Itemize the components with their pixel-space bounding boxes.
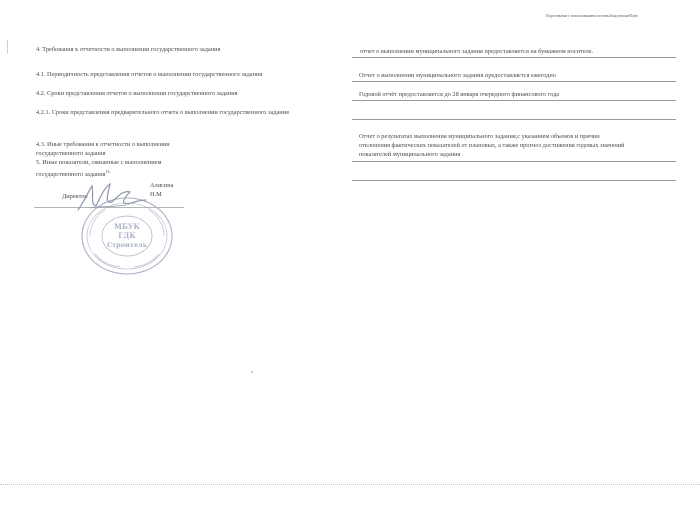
item-4-1-label: 4.1. Периодичность представления отчетов о выполнении государственного задания <box>36 71 263 78</box>
scan-dust <box>251 371 253 373</box>
seal-center-line1: МБУК <box>114 222 140 231</box>
item-4-2-label: 4.2. Сроки представления отчетов о выполнении государственного задания <box>36 90 238 97</box>
source-note: Подготовлено с использованием системы КонсультантПлюс <box>546 14 639 18</box>
signer-role: Директор <box>62 193 88 200</box>
handwritten-signature <box>70 180 150 216</box>
answer-4-1-rule <box>352 81 676 82</box>
seal-center-line2: ГДК <box>118 231 136 240</box>
answer-4-2-rule <box>352 100 676 101</box>
seal-center-line3: Строитель <box>106 241 148 249</box>
item-5-line1: 5. Иные показатели, связанные с выполнением <box>36 159 162 166</box>
binding-mark <box>7 40 8 54</box>
signer-name-line1: Алисина <box>150 182 174 189</box>
answer-4: отчет о выполнении муниципального задания предоставляется на бумажном носителе. <box>360 48 594 55</box>
item-4-3-line1: 4.3. Иные требования к отчетности о выполнении <box>36 141 170 148</box>
answer-4-3-line2: отклонения фактических показателей от плановых, а также прогноз достижения годовых значений <box>359 142 625 149</box>
answer-4-3-line1: Отчет о результатах выполнения муниципального задания,с указанием объемов и причин <box>359 133 600 140</box>
signer-name-line2: Н.М <box>150 191 162 198</box>
answer-4-2: Годовой отчёт предоставляется до 28 января очередного финансового года <box>359 91 560 98</box>
answer-4-3-line3: показателей муниципального задания <box>359 151 461 158</box>
answer-4-2-1-rule <box>352 119 676 120</box>
footnote-16: 16 <box>105 169 110 174</box>
section-4-title: 4. Требования к отчетности о выполнении государственного задания <box>36 46 221 53</box>
answer-5-rule <box>352 180 676 181</box>
answer-4-3-rule <box>352 161 676 162</box>
item-5-line2-text: государственного задания <box>36 171 106 179</box>
item-4-3-line2: государственного задания <box>36 150 106 157</box>
scan-bottom-edge <box>0 484 700 485</box>
answer-4-rule <box>352 57 676 58</box>
answer-4-1: Отчет о выполнении муниципального задания предоставляется ежегодно <box>359 72 556 79</box>
item-4-2-1-label: 4.2.1. Сроки представления предварительного отчета о выполнении государственного задания <box>36 109 289 116</box>
item-5-line2 <box>36 168 110 179</box>
